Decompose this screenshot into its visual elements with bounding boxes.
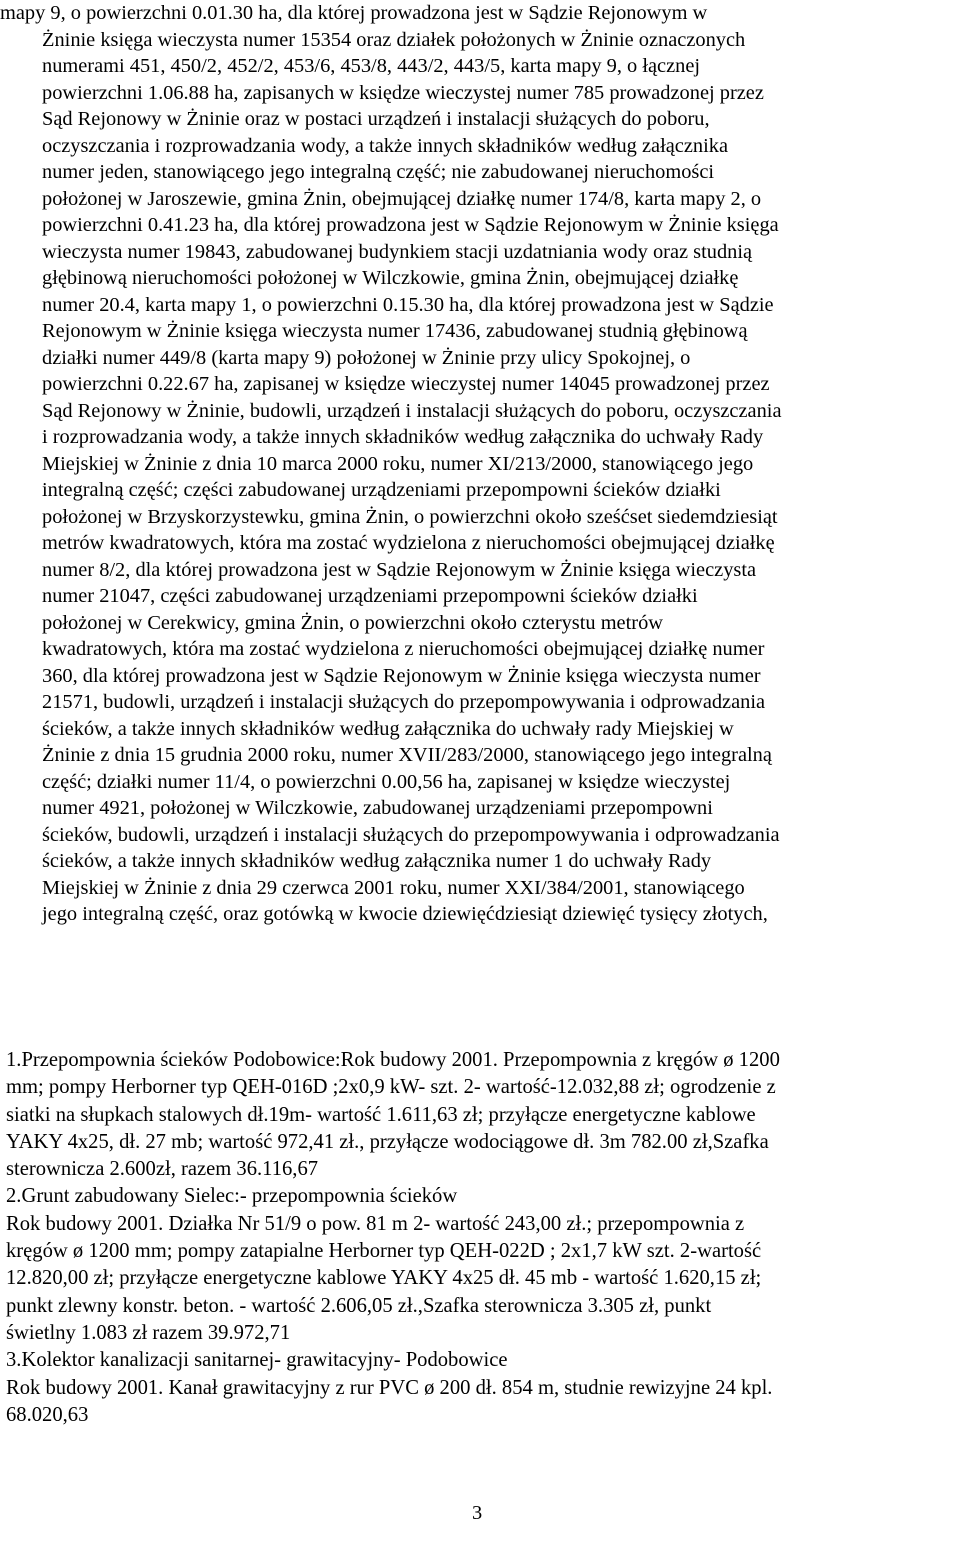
paragraph-line: metrów kwadratowych, która ma zostać wydzielona z nieruchomości obejmującej działkę (42, 532, 775, 554)
paragraph-line: ścieków, a także innych składników według załącznika numer 1 do uchwały Rady (42, 850, 712, 872)
main-paragraph (0, 0, 782, 928)
list-line: 1.Przepompownia ścieków Podobowice:Rok budowy 2001. Przepompownia z kręgów ø 1200 (6, 1049, 780, 1071)
list-line: 2.Grunt zabudowany Sielec:- przepompownia ścieków (6, 1185, 458, 1208)
paragraph-line: jego integralną część, oraz gotówką w kwocie dziewięćdziesiąt dziewięć tysięcy złotych, (42, 903, 768, 925)
asset-list (6, 1047, 780, 1429)
paragraph-line: powierzchni 1.06.88 ha, zapisanych w księdze wieczystej numer 785 prowadzonej przez (42, 81, 764, 104)
paragraph-line: głębinową nieruchomości położonej w Wilczkowie, gmina Żnin, obejmującej działkę (42, 267, 739, 289)
list-line: Rok budowy 2001. Kanał grawitacyjny z rur PVC ø 200 dł. 854 m, studnie rewizyjne 24 kpl. (6, 1376, 773, 1399)
paragraph-line: Żninie księga wieczysta numer 15354 oraz działek położonych w Żninie oznaczonych (42, 28, 746, 51)
paragraph-line: działki numer 449/8 (karta mapy 9) położonej w Żninie przy ulicy Spokojnej, o (42, 346, 691, 369)
list-line: siatki na słupkach stalowych dł.19m- wartość 1.611,63 zł; przyłącze energetyczne kablowe (6, 1103, 756, 1126)
list-line: sterownicza 2.600zł, razem 36.116,67 (6, 1158, 319, 1181)
paragraph-line: mapy 9, o powierzchni 0.01.30 ha, dla której prowadzona jest w Sądzie Rejonowym w (0, 2, 708, 24)
paragraph-line: ścieków, a także innych składników według załącznika do uchwały rady Miejskiej w (42, 717, 734, 740)
paragraph-line: kwadratowych, która ma zostać wydzielona z nieruchomości obejmującej działkę numer (42, 638, 765, 660)
paragraph-line: Miejskiej w Żninie z dnia 29 czerwca 2001 roku, numer XXI/384/2001, stanowiącego (42, 876, 745, 899)
list-line: mm; pompy Herborner typ QEH-016D ;2x0,9 kW- szt. 2- wartość-12.032,88 zł; ogrodzenie z (6, 1076, 776, 1099)
list-line: kręgów ø 1200 mm; pompy zatapialne Herborner typ QEH-022D ; 2x1,7 kW szt. 2-wartość (6, 1240, 762, 1263)
paragraph-line: położonej w Brzyskorzystewku, gmina Żnin, o powierzchni około sześćset siedemdziesiąt (42, 505, 778, 528)
paragraph-line: wieczysta numer 19843, zabudowanej budynkiem stacji uzdatniania wody oraz studnią (42, 240, 753, 263)
paragraph-line: i rozprowadzania wody, a także innych składników według załącznika do uchwały Rady (42, 426, 764, 448)
paragraph-line: Sąd Rejonowy w Żninie, budowli, urządzeń i instalacji służących do poboru, oczyszczania (42, 399, 782, 422)
paragraph-line: Sąd Rejonowy w Żninie oraz w postaci urządzeń i instalacji służących do poboru, (42, 108, 710, 130)
paragraph-line: Żninie z dnia 15 grudnia 2000 roku, numer XVII/283/2000, stanowiącego jego integralną (42, 744, 772, 766)
paragraph-line: ścieków, budowli, urządzeń i instalacji służących do przepompowywania i odprowadzania (42, 823, 780, 846)
paragraph-line: Rejonowym w Żninie księga wieczysta numer 17436, zabudowanej studnią głębinową (42, 320, 748, 342)
paragraph-line: powierzchni 0.22.67 ha, zapisanej w księdze wieczystej numer 14045 prowadzonej przez (42, 373, 770, 395)
paragraph-line: numer jeden, stanowiącego jego integralną część; nie zabudowanej nieruchomości (42, 161, 715, 183)
list-line: 68.020,63 (6, 1403, 89, 1426)
list-line: Rok budowy 2001. Działka Nr 51/9 o pow. 81 m 2- wartość 243,00 zł.; przepompownia z (6, 1212, 745, 1235)
list-line: punkt zlewny konstr. beton. - wartość 2.606,05 zł.,Szafka sterownicza 3.305 zł, punkt (6, 1294, 712, 1317)
paragraph-line: część; działki numer 11/4, o powierzchni 0.00,56 ha, zapisanej w księdze wieczystej (42, 770, 731, 793)
list-line: YAKY 4x25, dł. 27 mb; wartość 972,41 zł., przyłącze wodociągowe dł. 3m 782.00 zł,Szafka (6, 1130, 769, 1153)
paragraph-line: numer 20.4, karta mapy 1, o powierzchni 0.15.30 ha, dla której prowadzona jest w Sądzie (42, 293, 774, 316)
page-number: 3 (472, 1502, 483, 1524)
paragraph-line: powierzchni 0.41.23 ha, dla której prowadzona jest w Sądzie Rejonowym w Żninie księga (42, 214, 779, 236)
paragraph-line: Miejskiej w Żninie z dnia 10 marca 2000 roku, numer XI/213/2000, stanowiącego jego (42, 452, 754, 475)
list-line: świetlny 1.083 zł razem 39.972,71 (6, 1321, 291, 1344)
paragraph-line: integralną część; części zabudowanej urządzeniami przepompowni ścieków działki (42, 479, 721, 501)
paragraph-line: numer 4921, położonej w Wilczkowie, zabudowanej urządzeniami przepompowni (42, 797, 713, 819)
paragraph-line: oczyszczania i rozprowadzania wody, a także innych składników według załącznika (42, 134, 728, 157)
list-line: 12.820,00 zł; przyłącze energetyczne kablowe YAKY 4x25 dł. 45 mb - wartość 1.620,15 zł; (6, 1267, 762, 1290)
paragraph-line: 360, dla której prowadzona jest w Sądzie Rejonowym w Żninie księga wieczysta numer (42, 664, 761, 687)
paragraph-line: 21571, budowli, urządzeń i instalacji służących do przepompowywania i odprowadzania (42, 691, 766, 713)
paragraph-line: położonej w Cerekwicy, gmina Żnin, o powierzchni około czterystu metrów (42, 611, 663, 634)
list-line: 3.Kolektor kanalizacji sanitarnej- grawitacyjny- Podobowice (6, 1349, 508, 1372)
paragraph-line: położonej w Jaroszewie, gmina Żnin, obejmującej działkę numer 174/8, karta mapy 2, o (42, 187, 762, 210)
paragraph-line: numer 8/2, dla której prowadzona jest w Sądzie Rejonowym w Żninie księga wieczysta (42, 558, 757, 581)
paragraph-line: numerami 451, 450/2, 452/2, 453/6, 453/8, 443/2, 443/5, karta mapy 9, o łącznej (42, 55, 701, 77)
paragraph-line: numer 21047, części zabudowanej urządzeniami przepompowni ścieków działki (42, 585, 698, 607)
